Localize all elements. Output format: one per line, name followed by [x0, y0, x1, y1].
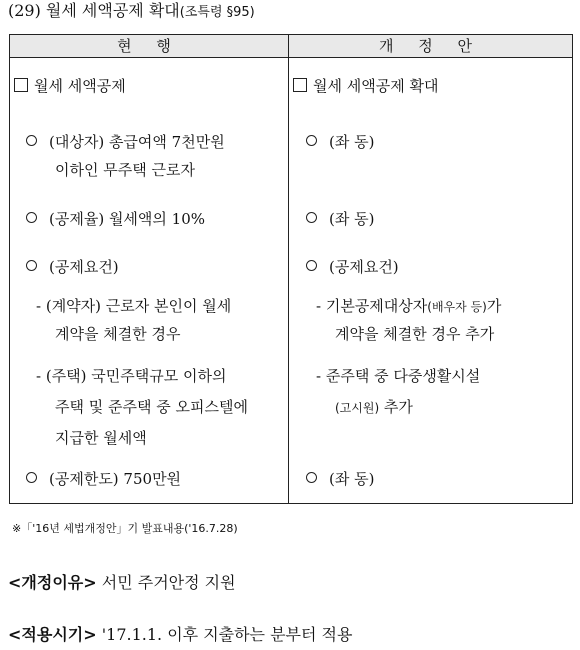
circle-bullet-icon [306, 472, 317, 483]
circle-bullet-icon [306, 260, 317, 271]
proposed-req2-line2: (고시원) 추가 [335, 398, 413, 416]
proposed-req1-line1: - 기본공제대상자(배우자 등)가 [316, 297, 502, 315]
current-rate: (공제율) 월세액의 10% [26, 204, 205, 234]
proposed-req-heading: (공제요건) [306, 252, 399, 282]
current-req2-line2: 주택 및 준주택 중 오피스텔에 [55, 398, 248, 416]
effective-date-text: '17.1.1. 이후 지출하는 분부터 적용 [101, 625, 353, 644]
current-req2-line1: - (주택) 국민주택규모 이하의 [36, 367, 227, 385]
footnote: ※「'16년 세법개정안」기 발표내용('16.7.28) [12, 522, 238, 535]
column-divider [288, 35, 289, 503]
current-heading: 월세 세액공제 [14, 71, 126, 101]
current-req-heading: (공제요건) [26, 252, 119, 282]
table-header [10, 35, 572, 58]
current-subject: (대상자) 총급여액 7천만원 [26, 127, 225, 157]
circle-bullet-icon [306, 135, 317, 146]
circle-bullet-icon [26, 260, 37, 271]
circle-bullet-icon [306, 212, 317, 223]
revision-reason [8, 570, 236, 593]
circle-bullet-icon [26, 135, 37, 146]
revision-reason-text: 서민 주거안정 지원 [101, 573, 236, 592]
circle-bullet-icon [26, 472, 37, 483]
proposed-limit: (좌 동) [306, 464, 374, 494]
checkbox-square-icon [293, 78, 307, 92]
section-title [8, 0, 255, 24]
revision-reason-label: <개정이유> [8, 573, 97, 592]
effective-date-label: <적용시기> [8, 625, 97, 644]
comparison-table [9, 34, 573, 504]
current-req1-line1: - (계약자) 근로자 본인이 월세 [36, 297, 232, 315]
current-limit: (공제한도) 750만원 [26, 464, 181, 494]
current-subject-line2: 이하인 무주택 근로자 [55, 161, 195, 179]
circle-bullet-icon [26, 212, 37, 223]
proposed-subject: (좌 동) [306, 127, 374, 157]
header-proposed: 개 정 안 [378, 37, 482, 55]
checkbox-square-icon [14, 78, 28, 92]
proposed-rate: (좌 동) [306, 204, 374, 234]
proposed-req2-line1: - 준주택 중 다중생활시설 [316, 367, 481, 385]
current-req1-line2: 계약을 체결한 경우 [55, 325, 181, 343]
current-req2-line3: 지급한 월세액 [55, 429, 147, 447]
proposed-req1-line2: 계약을 체결한 경우 추가 [335, 325, 495, 343]
title-ref: (조특령 §95) [179, 5, 255, 20]
title-main: (29) 월세 세액공제 확대 [8, 1, 180, 20]
effective-date [8, 622, 352, 645]
header-current: 현 행 [117, 37, 181, 55]
proposed-heading: 월세 세액공제 확대 [293, 71, 438, 101]
